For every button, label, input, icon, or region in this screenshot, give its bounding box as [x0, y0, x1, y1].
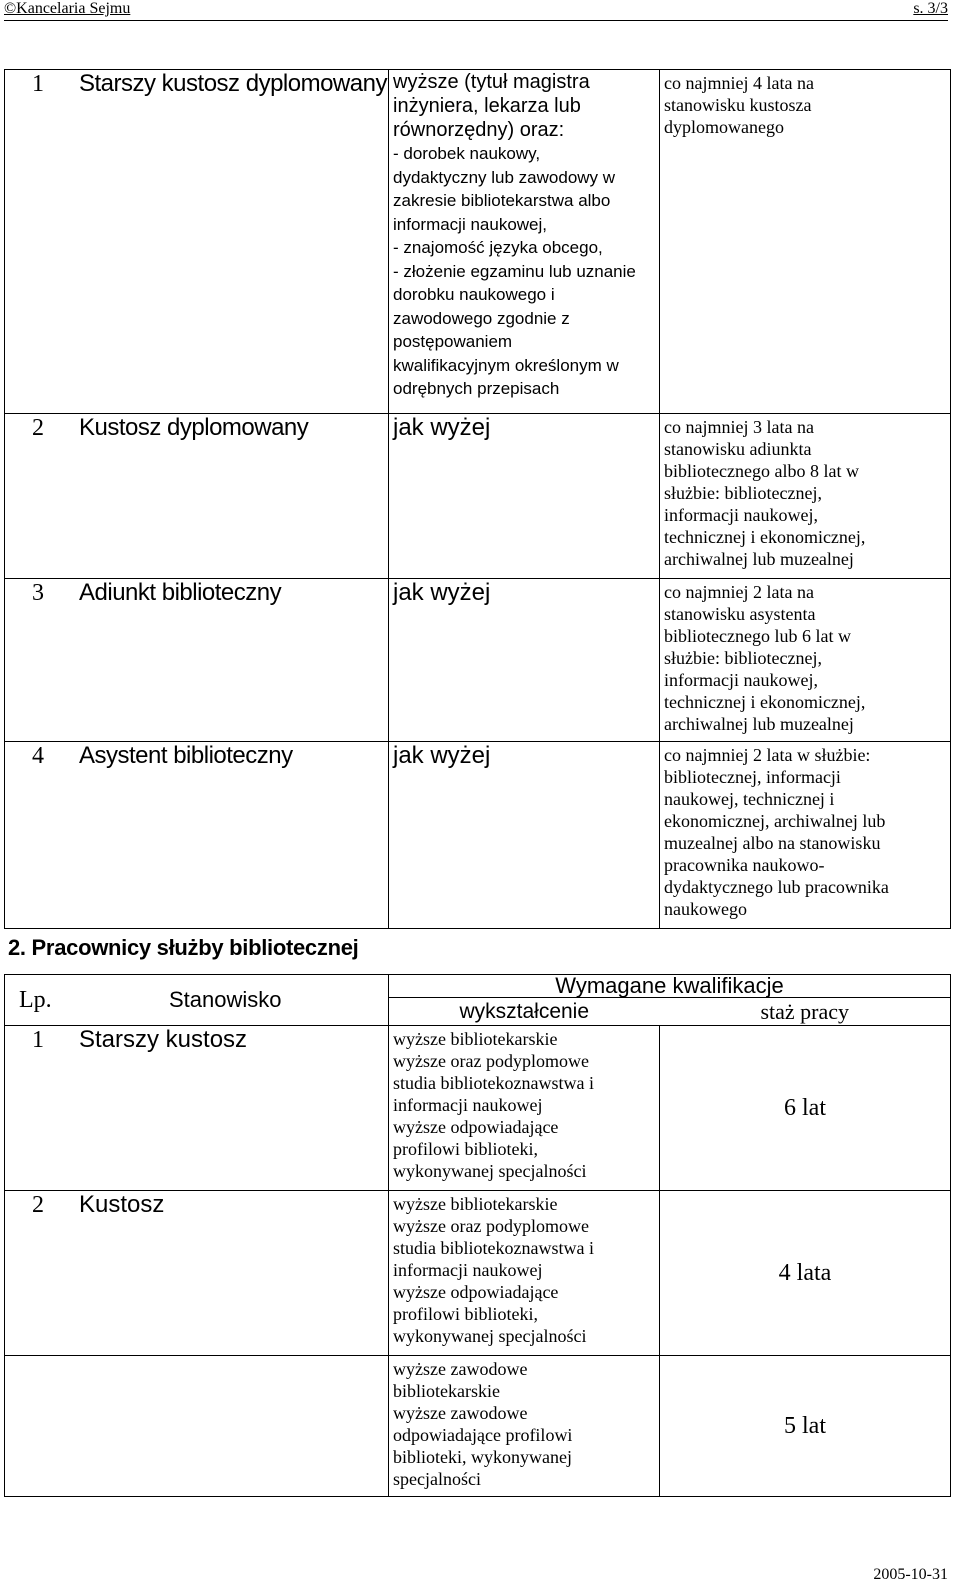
education-line: - znajomość języka obcego,	[393, 238, 603, 257]
education-line: wyższe odpowiadające	[393, 1282, 559, 1302]
education-cell	[389, 70, 660, 414]
table-row	[5, 1356, 951, 1497]
education-line: biblioteki, wykonywanej	[393, 1447, 572, 1467]
education-line: studia bibliotekoznawstwa i	[393, 1238, 594, 1258]
education-line: wyższe odpowiadające	[393, 1117, 559, 1137]
requirement-line: archiwalnej lub muzealnej	[664, 549, 854, 569]
table-row	[5, 414, 951, 579]
experience-value: 6 lat	[784, 1095, 826, 1121]
header-rule	[4, 20, 948, 21]
education-cell	[389, 579, 660, 742]
requirement-line: bibliotecznego albo 8 lat w	[664, 461, 859, 481]
table-row	[5, 579, 951, 742]
requirement-line: technicznej i ekonomicznej,	[664, 692, 866, 712]
requirement-line: służbie: bibliotecznej,	[664, 648, 822, 668]
requirement-line: pracownika naukowo-	[664, 855, 825, 875]
requirement-line: co najmniej 2 lata w służbie:	[664, 745, 871, 765]
experience-value: 4 lata	[778, 1260, 832, 1286]
header-required-cell	[389, 975, 951, 1026]
education-line: informacji naukowej,	[393, 214, 548, 234]
experience-cell	[660, 1191, 951, 1356]
position-name: Starszy kustosz dyplomowany	[79, 70, 387, 97]
education-line: zawodowego zgodnie z	[393, 308, 570, 328]
requirement-line: archiwalnej lub muzealnej	[664, 714, 854, 734]
table-row	[5, 70, 951, 414]
requirement-cell	[660, 579, 951, 742]
requirement-cell	[660, 414, 951, 579]
education-line: wyższe oraz podyplomowe	[393, 1216, 589, 1236]
education-cell	[389, 1356, 660, 1497]
education-line: wyższe (tytuł magistra	[393, 71, 590, 93]
education-text: jak wyżej	[393, 742, 491, 769]
education-line: zakresie bibliotekarstwa albo	[393, 191, 611, 210]
education-line: dydaktyczny lub zawodowy w	[393, 167, 616, 187]
table-header-row	[5, 975, 951, 1026]
header-position: Stanowisko	[169, 987, 282, 1012]
row-number: 2	[32, 415, 44, 441]
education-cell	[389, 414, 660, 579]
requirement-line: stanowisku kustosza	[664, 95, 812, 115]
position-cell	[5, 414, 389, 579]
requirement-line: naukowej, technicznej i	[664, 789, 835, 809]
requirement-line: stanowisku adiunkta	[664, 439, 812, 459]
copyright-header: ©Kancelaria Sejmu	[4, 0, 131, 17]
requirement-cell	[660, 70, 951, 414]
row-number: 2	[32, 1192, 44, 1218]
education-line: specjalności	[393, 1469, 481, 1489]
table-row	[5, 1191, 951, 1356]
header-required: Wymagane kwalifikacje	[389, 975, 950, 998]
education-cell	[389, 1191, 660, 1356]
education-line: studia bibliotekoznawstwa i	[393, 1073, 594, 1093]
education-line: wyższe bibliotekarskie	[393, 1029, 558, 1049]
row-number: 1	[32, 1027, 44, 1053]
requirement-line: bibliotecznej, informacji	[664, 767, 841, 787]
position-cell	[5, 742, 389, 929]
education-cell	[389, 1026, 660, 1191]
education-line: wyższe zawodowe	[393, 1403, 528, 1423]
row-number: 4	[32, 743, 44, 769]
requirement-line: informacji naukowej,	[664, 505, 818, 525]
education-line: profilowi biblioteki,	[393, 1139, 538, 1159]
page-number: s. 3/3	[913, 0, 948, 17]
education-line: bibliotekarskie	[393, 1381, 500, 1401]
education-line: wyższe zawodowe	[393, 1359, 528, 1379]
requirement-line: służbie: bibliotecznej,	[664, 483, 822, 503]
education-text: jak wyżej	[393, 414, 491, 441]
footer-date: 2005-10-31	[873, 1566, 948, 1583]
requirement-line: co najmniej 3 lata na	[664, 417, 814, 437]
requirement-line: bibliotecznego lub 6 lat w	[664, 626, 851, 646]
education-text	[389, 70, 659, 401]
qualification-table-1	[4, 69, 951, 929]
education-line: - dorobek naukowy,	[393, 144, 541, 163]
position-name: Asystent biblioteczny	[79, 742, 293, 769]
requirement-line: muzealnej albo na stanowisku	[664, 833, 881, 853]
education-line: wyższe oraz podyplomowe	[393, 1051, 589, 1071]
education-line: informacji naukowej	[393, 1095, 543, 1115]
requirement-line: naukowego	[664, 899, 747, 919]
header-lp: Lp.	[19, 987, 52, 1013]
row-number: 1	[32, 71, 44, 97]
education-line: równorzędny) oraz:	[393, 119, 565, 141]
education-line: - złożenie egzaminu lub uznanie	[393, 261, 636, 281]
requirement-line: informacji naukowej,	[664, 670, 818, 690]
position-cell	[5, 579, 389, 742]
requirement-line: co najmniej 2 lata na	[664, 582, 814, 602]
requirement-line: ekonomicznej, archiwalnej lub	[664, 811, 886, 831]
position-name: Adiunkt biblioteczny	[79, 579, 282, 606]
education-line: odrębnych przepisach	[393, 379, 560, 398]
position-name: Kustosz dyplomowany	[79, 414, 309, 441]
education-line: informacji naukowej	[393, 1260, 543, 1280]
position-name: Kustosz	[79, 1191, 165, 1218]
education-line: profilowi biblioteki,	[393, 1304, 538, 1324]
row-number: 3	[32, 580, 44, 606]
position-cell	[5, 1356, 389, 1497]
requirement-cell	[660, 742, 951, 929]
section-title: 2. Pracownicy służby bibliotecznej	[8, 935, 359, 960]
education-line: odpowiadające profilowi	[393, 1425, 573, 1445]
education-line: postępowaniem	[393, 332, 513, 351]
experience-cell	[660, 1356, 951, 1497]
position-name: Starszy kustosz	[79, 1026, 248, 1053]
education-text: jak wyżej	[393, 579, 491, 606]
education-line: dorobku naukowego i	[393, 285, 555, 304]
header-experience: staż pracy	[760, 999, 850, 1024]
qualification-table-2	[4, 974, 951, 1497]
requirement-line: stanowisku asystenta	[664, 604, 816, 624]
header-education: wykształcenie	[459, 1000, 590, 1023]
education-line: wyższe bibliotekarskie	[393, 1194, 558, 1214]
position-cell	[5, 1191, 389, 1356]
education-line: kwalifikacyjnym określonym w	[393, 355, 619, 375]
experience-cell	[660, 1026, 951, 1191]
requirement-line: co najmniej 4 lata na	[664, 73, 814, 93]
requirement-line: dyplomowanego	[664, 117, 784, 137]
table-row	[5, 742, 951, 929]
education-line: wykonywanej specjalności	[393, 1161, 587, 1181]
education-line: wykonywanej specjalności	[393, 1326, 587, 1346]
education-cell	[389, 742, 660, 929]
requirement-line: technicznej i ekonomicznej,	[664, 527, 866, 547]
table-row	[5, 1026, 951, 1191]
header-position-cell	[5, 975, 389, 1026]
experience-value: 5 lat	[784, 1413, 826, 1439]
education-line: inżyniera, lekarza lub	[393, 95, 581, 117]
position-cell	[5, 1026, 389, 1191]
position-cell	[5, 70, 389, 414]
requirement-line: dydaktycznego lub pracownika	[664, 877, 889, 897]
